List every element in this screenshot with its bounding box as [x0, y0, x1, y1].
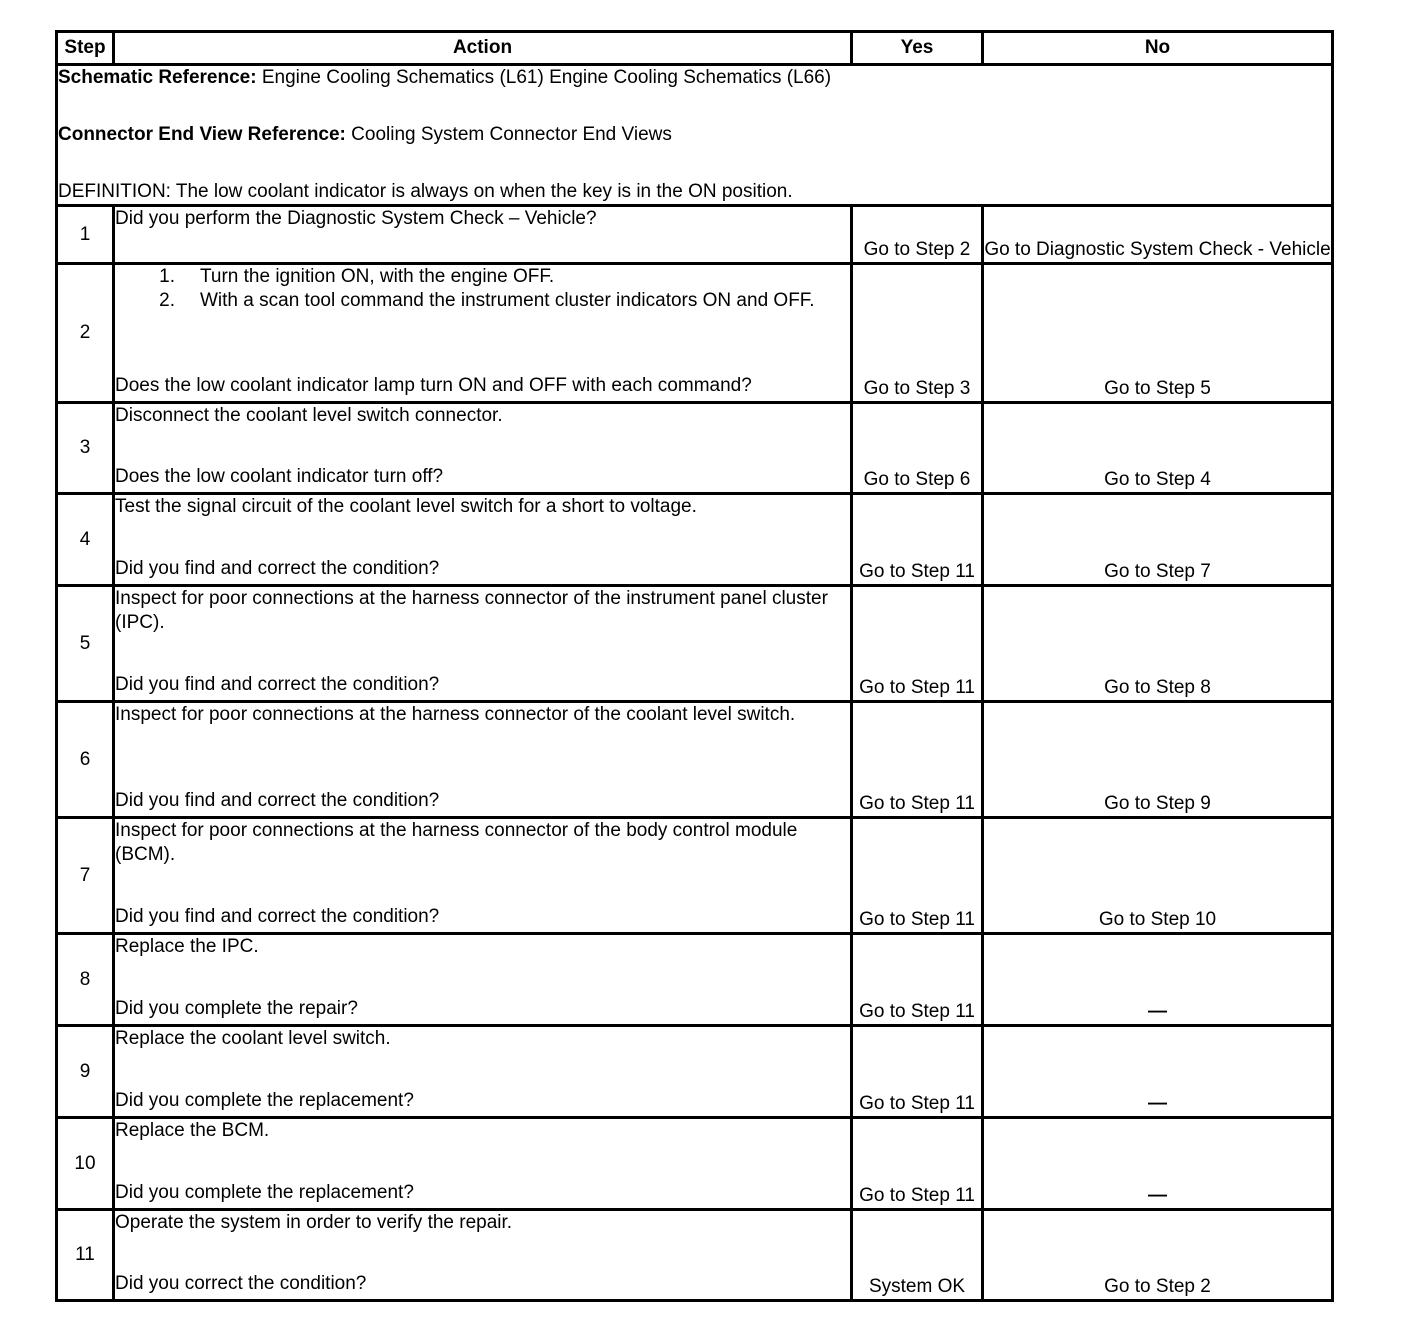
connector-reference	[58, 123, 1331, 147]
substep-item	[115, 265, 850, 289]
substep-number: 2.	[159, 290, 175, 311]
yes-cell: Go to Step 11	[852, 702, 983, 818]
no-cell: —	[983, 1118, 1333, 1210]
instruction-text: Disconnect the coolant level switch connector.	[115, 405, 503, 426]
action-cell	[114, 934, 852, 1026]
no-cell: Go to Step 2	[983, 1210, 1333, 1301]
yes-cell: Go to Step 11	[852, 1026, 983, 1118]
header-step: Step	[57, 32, 114, 65]
yes-cell: Go to Step 11	[852, 586, 983, 702]
question-text: Did you complete the replacement?	[115, 1090, 414, 1111]
instruction-text: Replace the BCM.	[115, 1120, 270, 1141]
table-row	[57, 586, 1333, 702]
no-cell: Go to Step 7	[983, 494, 1333, 586]
header-no: No	[983, 32, 1333, 65]
no-cell: Go to Diagnostic System Check - Vehicle	[983, 206, 1333, 264]
question-text: Did you find and correct the condition?	[115, 906, 440, 927]
no-cell: —	[983, 934, 1333, 1026]
table-row	[57, 403, 1333, 494]
action-cell	[114, 586, 852, 702]
step-number: 10	[57, 1118, 114, 1210]
definition-text: DEFINITION: The low coolant indicator is always on when the key is in the ON position.	[58, 181, 793, 202]
no-cell: Go to Step 9	[983, 702, 1333, 818]
question-text: Did you find and correct the condition?	[115, 674, 440, 695]
action-cell	[114, 264, 852, 403]
step-number: 9	[57, 1026, 114, 1118]
substep-text: Turn the ignition ON, with the engine OFF.	[200, 266, 555, 287]
yes-cell: Go to Step 6	[852, 403, 983, 494]
action-cell	[114, 206, 852, 264]
yes-cell: Go to Step 11	[852, 934, 983, 1026]
header-row	[57, 32, 1333, 65]
schematic-reference-value: Engine Cooling Schematics (L61) Engine Cooling Schematics (L66)	[256, 67, 832, 88]
step-number: 3	[57, 403, 114, 494]
action-cell	[114, 403, 852, 494]
connector-reference-label: Connector End View Reference:	[58, 124, 346, 145]
instruction-text: Inspect for poor connections at the harness connector of the instrument panel cluster (IPC).	[115, 588, 828, 633]
references-cell	[57, 65, 1333, 206]
question-text: Did you complete the repair?	[115, 998, 358, 1019]
instruction-text: Inspect for poor connections at the harness connector of the body control module (BCM).	[115, 820, 798, 865]
table-row	[57, 1118, 1333, 1210]
table-row	[57, 818, 1333, 934]
no-cell: —	[983, 1026, 1333, 1118]
substep-number: 1.	[159, 266, 175, 287]
question-text: Did you find and correct the condition?	[115, 790, 440, 811]
schematic-reference	[58, 66, 1331, 90]
diagnostic-table	[55, 30, 1334, 1302]
instruction-text: Test the signal circuit of the coolant level switch for a short to voltage.	[115, 496, 697, 517]
step-number: 1	[57, 206, 114, 264]
question-text: Does the low coolant indicator lamp turn ON and OFF with each command?	[115, 375, 752, 396]
references-row	[57, 65, 1333, 206]
table-row	[57, 934, 1333, 1026]
header-action: Action	[114, 32, 852, 65]
question-text: Did you find and correct the condition?	[115, 558, 440, 579]
step-number: 11	[57, 1210, 114, 1301]
substep-list	[115, 265, 850, 313]
schematic-reference-label: Schematic Reference:	[58, 67, 257, 88]
yes-cell: Go to Step 2	[852, 206, 983, 264]
table-row	[57, 206, 1333, 264]
substep-text: With a scan tool command the instrument cluster indicators ON and OFF.	[200, 290, 815, 311]
step-number: 7	[57, 818, 114, 934]
step-number: 8	[57, 934, 114, 1026]
yes-cell: Go to Step 11	[852, 818, 983, 934]
no-cell: Go to Step 4	[983, 403, 1333, 494]
action-cell	[114, 1118, 852, 1210]
yes-cell: System OK	[852, 1210, 983, 1301]
action-cell	[114, 818, 852, 934]
question-text: Does the low coolant indicator turn off?	[115, 466, 444, 487]
action-cell	[114, 1210, 852, 1301]
action-cell	[114, 702, 852, 818]
yes-cell: Go to Step 11	[852, 1118, 983, 1210]
step-number: 5	[57, 586, 114, 702]
yes-cell: Go to Step 3	[852, 264, 983, 403]
step-number: 4	[57, 494, 114, 586]
question-text: Did you complete the replacement?	[115, 1182, 414, 1203]
table-row	[57, 702, 1333, 818]
instruction-text: Operate the system in order to verify the repair.	[115, 1212, 513, 1233]
action-cell	[114, 494, 852, 586]
table-row	[57, 1026, 1333, 1118]
instruction-text: Inspect for poor connections at the harness connector of the coolant level switch.	[115, 704, 796, 725]
no-cell: Go to Step 8	[983, 586, 1333, 702]
header-yes: Yes	[852, 32, 983, 65]
no-cell: Go to Step 5	[983, 264, 1333, 403]
step-number: 2	[57, 264, 114, 403]
step-number: 6	[57, 702, 114, 818]
yes-cell: Go to Step 11	[852, 494, 983, 586]
connector-reference-value: Cooling System Connector End Views	[345, 124, 672, 145]
table-row	[57, 1210, 1333, 1301]
table-row	[57, 264, 1333, 403]
no-cell: Go to Step 10	[983, 818, 1333, 934]
question-text: Did you perform the Diagnostic System Check – Vehicle?	[115, 208, 597, 229]
instruction-text: Replace the IPC.	[115, 936, 259, 957]
substep-item	[115, 289, 850, 313]
instruction-text: Replace the coolant level switch.	[115, 1028, 391, 1049]
table-row	[57, 494, 1333, 586]
question-text: Did you correct the condition?	[115, 1273, 367, 1294]
action-cell	[114, 1026, 852, 1118]
